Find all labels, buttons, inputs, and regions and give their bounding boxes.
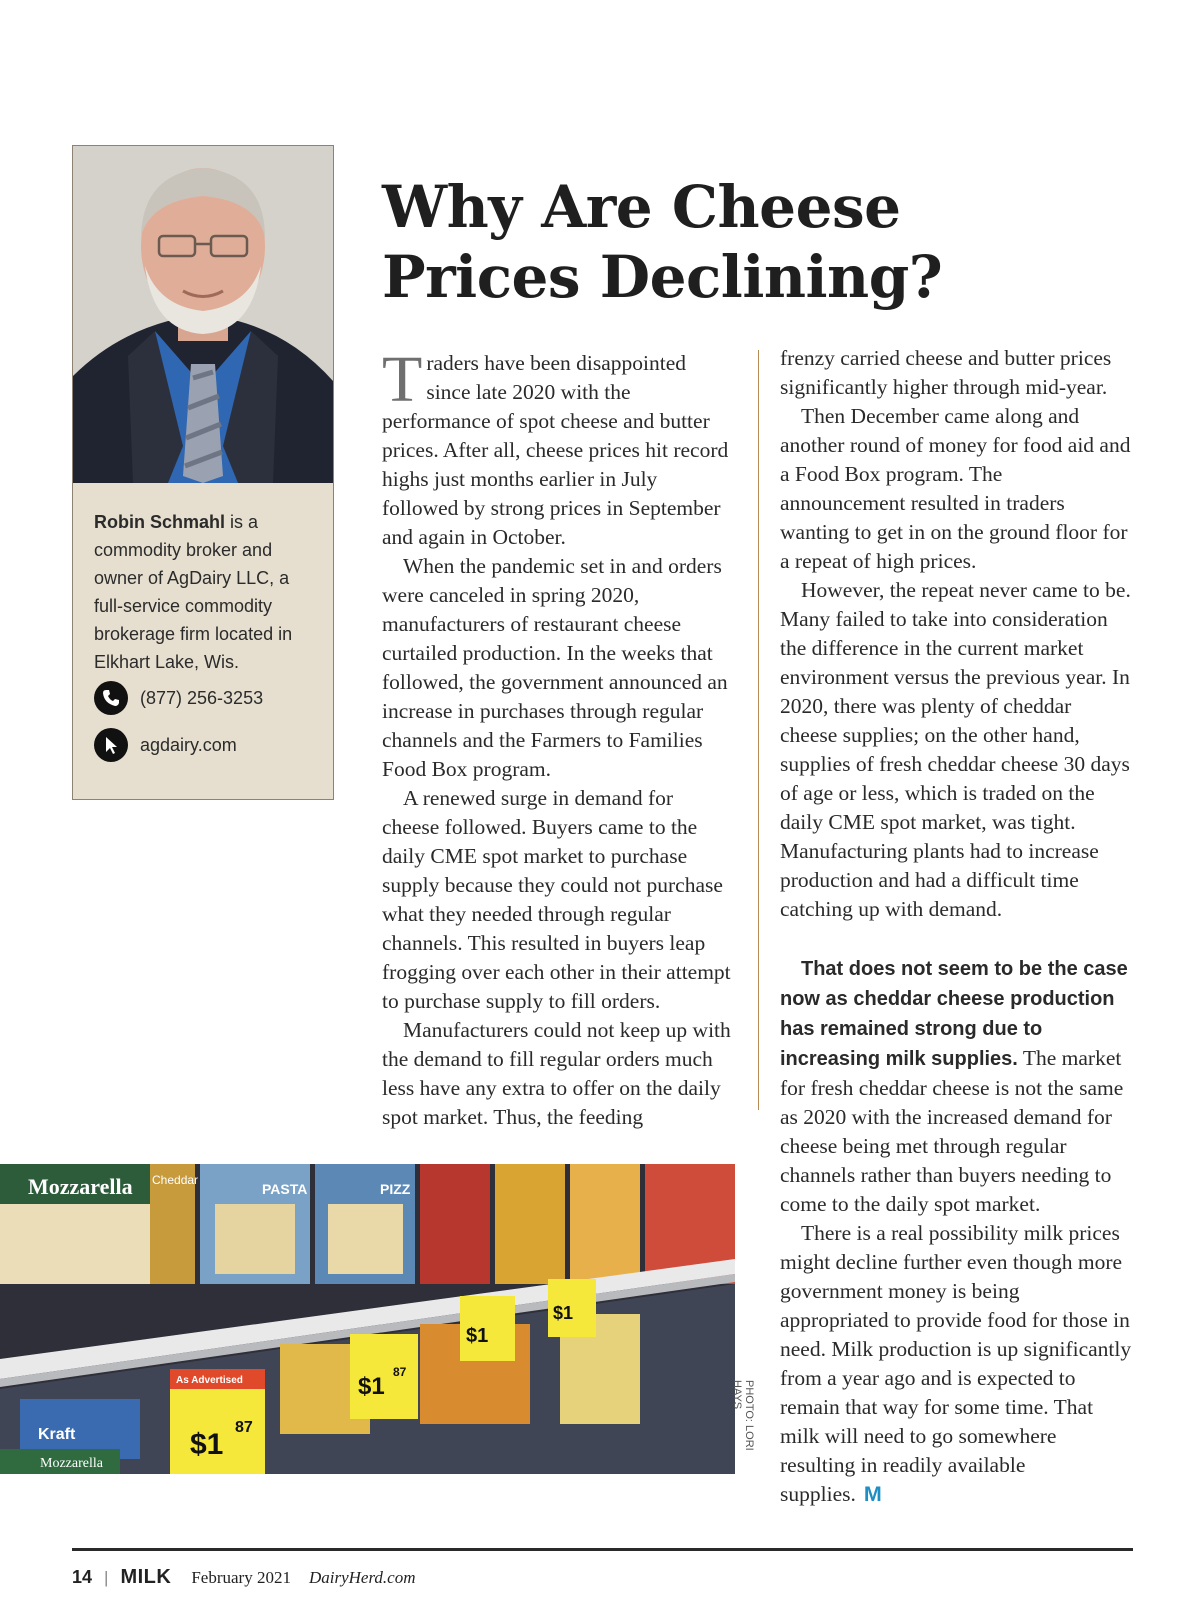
author-name: Robin Schmahl <box>94 512 226 532</box>
price-tag-2-cents: 87 <box>393 1365 407 1379</box>
phone-icon <box>94 681 128 715</box>
photo-credit: PHOTO: LORI HAYS <box>731 1380 755 1451</box>
label-cheddar: Cheddar <box>152 1173 199 1187</box>
headline-line-1: Why Are Cheese <box>382 173 901 241</box>
page-footer <box>72 1566 416 1589</box>
paragraph-4: Manufacturers could not keep up with the demand to fill regular orders much less have any extra to offer on the daily spot market. Thus, the feeding <box>382 1018 731 1129</box>
author-portrait <box>73 146 333 483</box>
paragraph-8-text: There is a real possibility milk prices might decline further even though more government money is being appropriated to provide food for those in need. Milk production is up significantly from a year ago and is expected to remain that way for some time. That milk will need to go somewhere resulting in readily available supplies. <box>780 1221 1132 1506</box>
drop-cap: T <box>382 343 423 416</box>
headline-line-2: Prices Declining? <box>382 243 943 311</box>
phone-row <box>94 681 263 715</box>
paragraph-4-continued: frenzy carried cheese and butter prices significantly higher through mid-year. <box>780 346 1112 399</box>
paragraph-3: A renewed surge in demand for cheese followed. Buyers came to the daily CME spot market to purchase supply because they could not purchase what they needed through regular channels. This resulted in buyers leap frogging over each other in their attempt to purchase supply to fill orders. <box>382 786 731 1013</box>
label-kraft: Kraft <box>38 1426 76 1443</box>
label-mozzarella: Mozzarella <box>28 1174 133 1199</box>
author-bio-text: is a commodity broker and owner of AgDairy LLC, a full-service commodity brokerage firm located in Elkhart Lake, Wis. <box>94 512 293 672</box>
paragraph-1 <box>382 343 734 552</box>
footer-separator: | <box>104 1568 109 1587</box>
price-tag-2-dollars: $1 <box>358 1373 385 1400</box>
footer-website[interactable]: DairyHerd.com <box>308 1568 416 1587</box>
phone-number[interactable]: (877) 256-3253 <box>140 687 264 708</box>
label-pasta: PASTA <box>262 1181 308 1197</box>
price-tag-1-banner: As Advertised <box>176 1375 243 1386</box>
price-tag-4-dollars: $1 <box>553 1303 574 1323</box>
article-column-2 <box>780 344 1132 924</box>
website-link[interactable]: agdairy.com <box>140 734 237 755</box>
article-column-2-bottom <box>780 954 1132 1509</box>
paragraph-2: When the pandemic set in and orders were canceled in spring 2020, manufacturers of restaurant cheese curtailed production. In the weeks that followed, the government announced an increase in purchases through regular channels and the Farmers to Families Food Box program. <box>382 554 728 781</box>
pull-quote: That does not seem to be the case now as cheddar cheese production has remained strong due to increasing milk supplies. <box>780 958 1128 1070</box>
article-headline <box>382 172 1082 312</box>
page-number: 14 <box>72 1567 93 1587</box>
paragraph-7-text: The market for fresh cheddar cheese is not the same as 2020 with the increased demand for cheese being met through regular channels rather than buyers needing to come to the daily spot market. <box>780 1046 1124 1216</box>
article-column-1 <box>382 343 734 1132</box>
author-sidebar <box>72 145 334 800</box>
label-mozzarella-bottom: Mozzarella <box>40 1456 103 1471</box>
price-tag-3-dollars: $1 <box>466 1325 489 1347</box>
column-divider <box>758 350 759 1110</box>
paragraph-6: However, the repeat never came to be. Many failed to take into consideration the difference in the current market environment versus the previous year. In 2020, there was plenty of cheddar cheese supplies; on the other hand, supplies of fresh cheddar cheese 30 days of age or less, which is traded on the daily CME spot market, was tight. Manufacturing plants had to increase production and had a difficult time catching up with demand. <box>780 578 1131 921</box>
paragraph-7 <box>780 954 1132 1219</box>
cheese-aisle-photo <box>0 1164 735 1474</box>
cheese-shelf-illustration <box>0 1164 735 1474</box>
website-row <box>94 728 237 762</box>
paragraph-8 <box>780 1219 1132 1509</box>
author-bio <box>94 508 319 676</box>
paragraph-1-text: raders have been disappointed since late 2020 with the performance of spot cheese and butter prices. After all, cheese prices hit record highs just months earlier in July followed by strong prices in September and again in October. <box>382 351 729 549</box>
magazine-logo: MILK <box>120 1566 172 1588</box>
label-pizza: PIZZ <box>380 1181 411 1197</box>
paragraph-5: Then December came along and another round of money for food aid and a Food Box program. The announcement resulted in traders wanting to get in on the ground floor for a repeat of high prices. <box>780 404 1131 573</box>
footer-rule <box>72 1548 1133 1551</box>
cursor-icon <box>94 728 128 762</box>
author-photo <box>73 146 333 483</box>
issue-date: February 2021 <box>191 1568 291 1587</box>
end-mark: M <box>863 1482 882 1506</box>
price-tag-1-dollars: $1 <box>190 1428 224 1461</box>
price-tag-1-cents: 87 <box>235 1419 253 1436</box>
